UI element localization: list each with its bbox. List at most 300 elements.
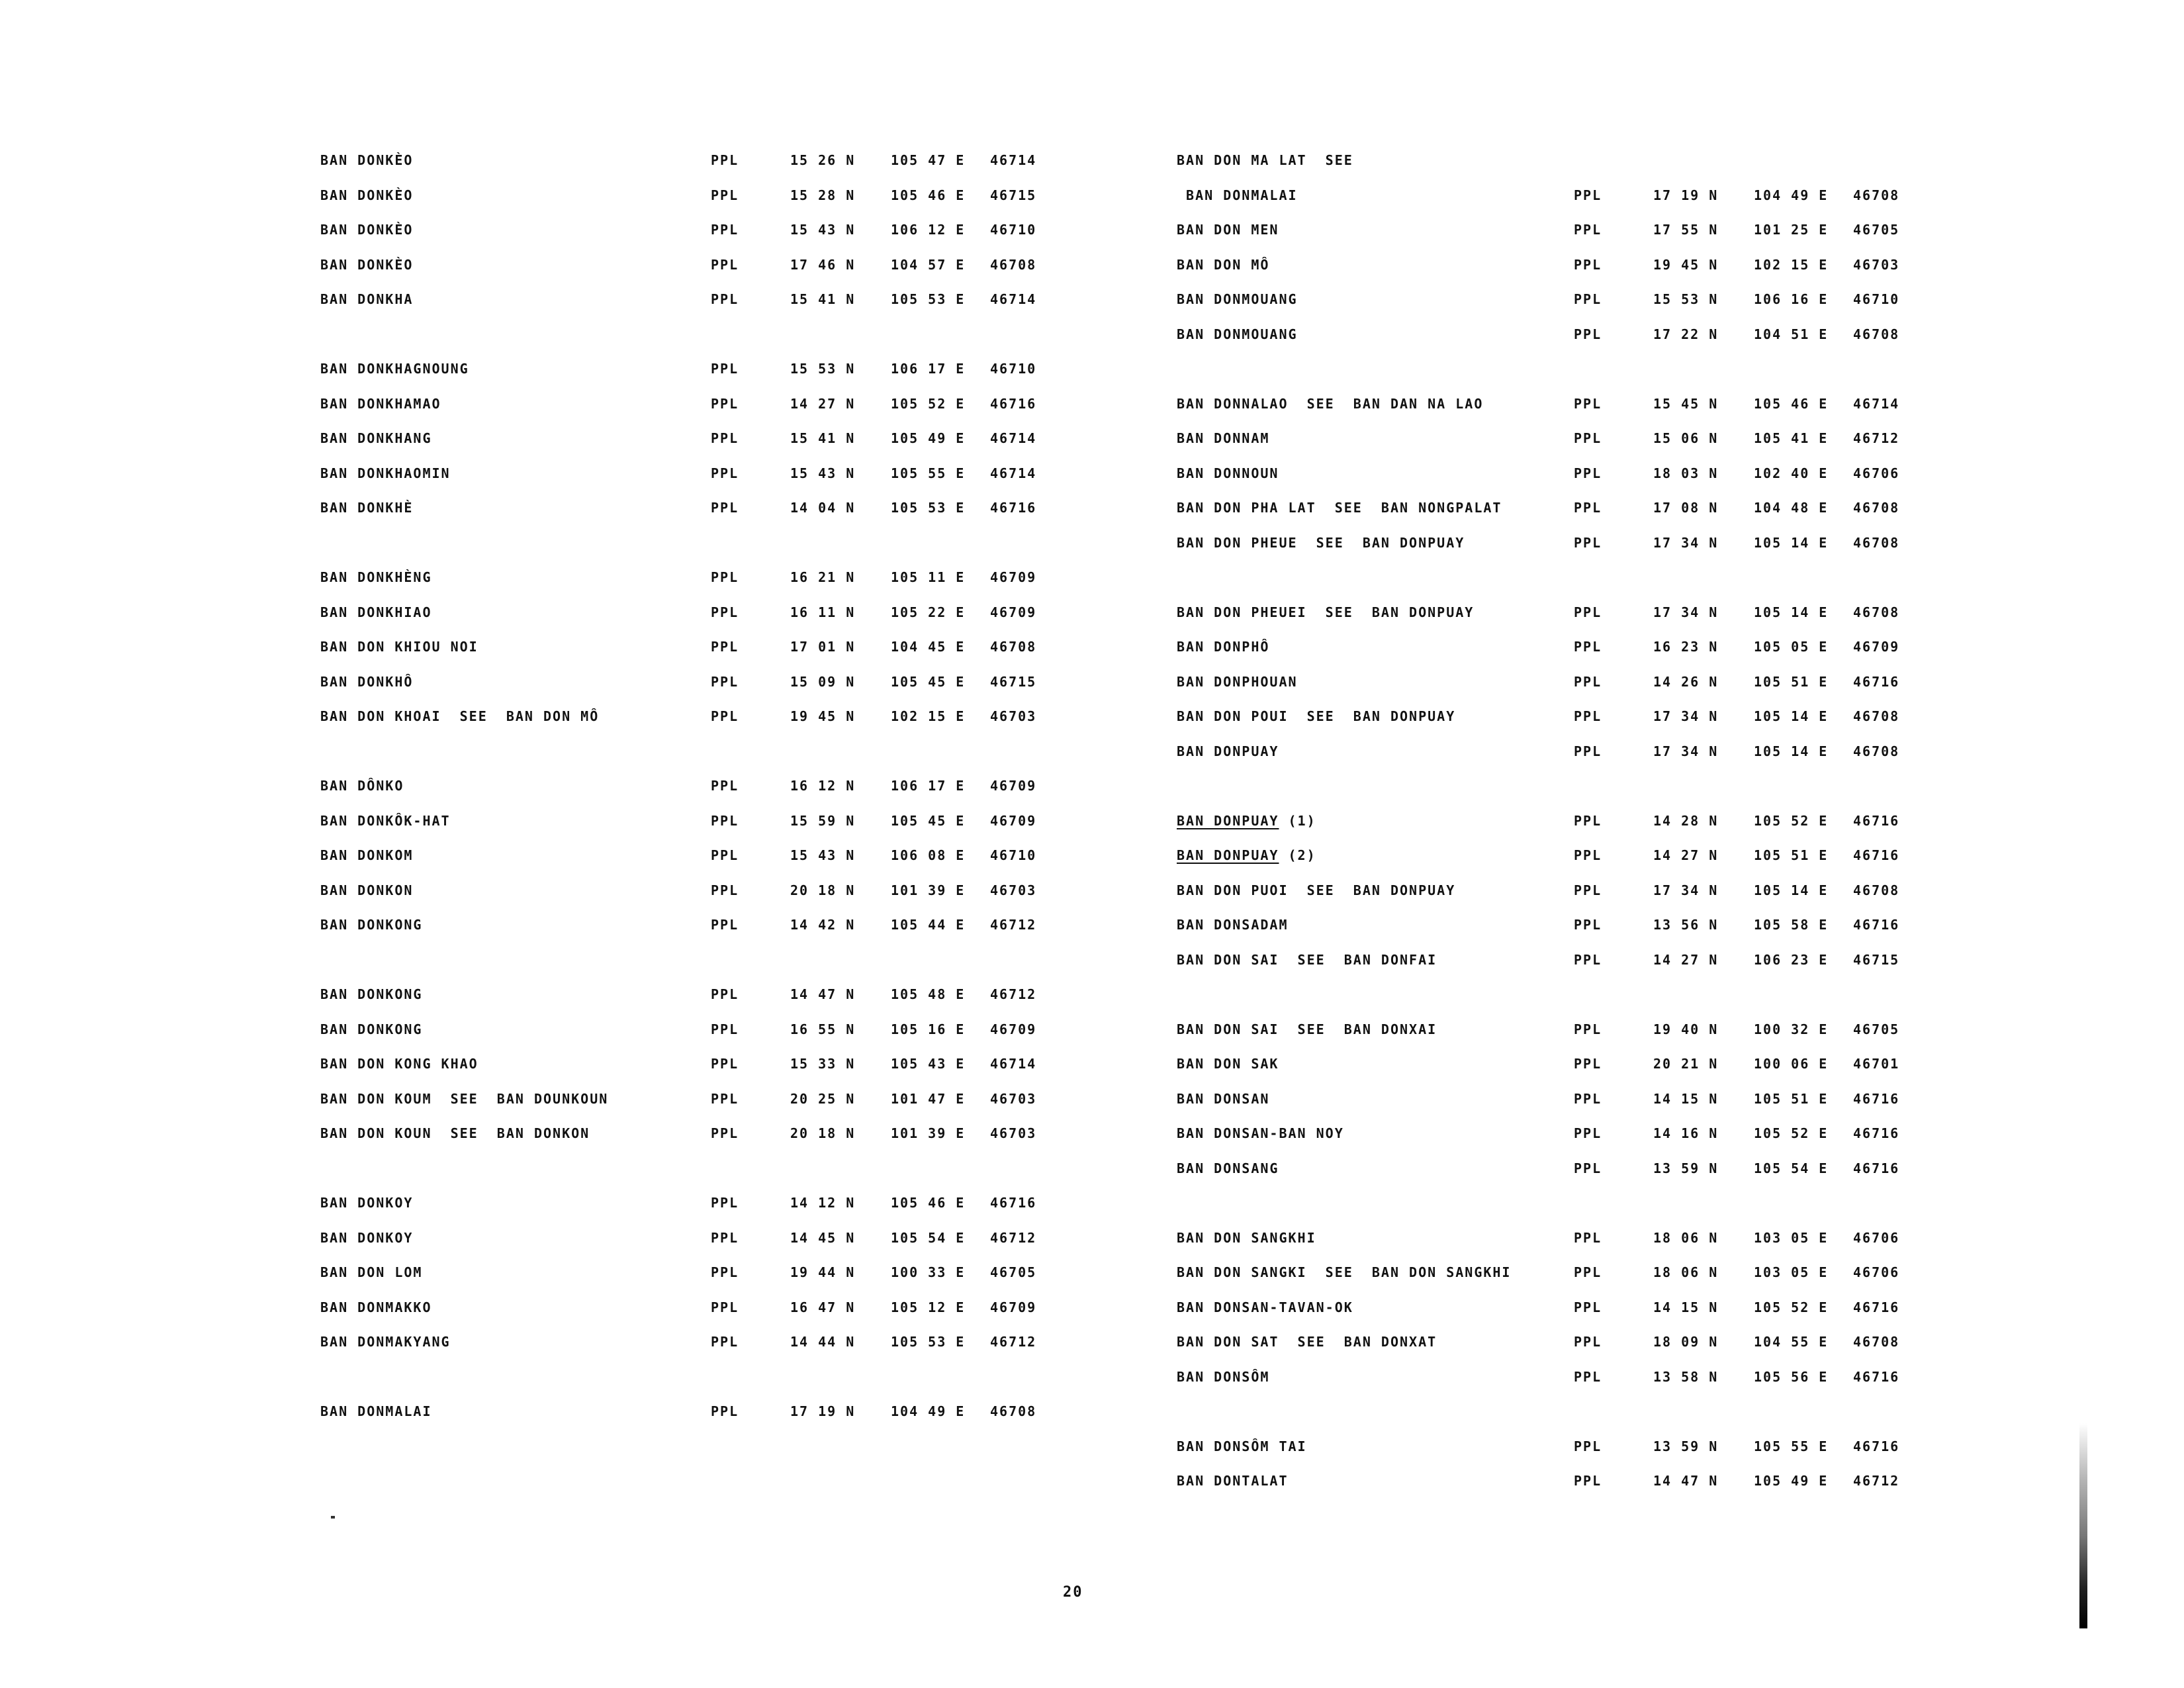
map-sheet-number: 46705 bbox=[990, 1264, 1037, 1280]
feature-code: PPL bbox=[711, 604, 739, 620]
latitude: 20 18 N bbox=[790, 1125, 856, 1141]
latitude: 17 34 N bbox=[1653, 534, 1719, 551]
map-sheet-number: 46706 bbox=[1853, 1229, 1900, 1246]
longitude: 105 22 E bbox=[891, 604, 966, 620]
place-name: BAN DONKÈO bbox=[320, 152, 414, 168]
place-name: BAN DONPHOUAN bbox=[1177, 673, 1298, 690]
longitude: 105 55 E bbox=[1754, 1438, 1829, 1454]
map-sheet-number: 46709 bbox=[990, 1299, 1037, 1315]
feature-code: PPL bbox=[711, 673, 739, 690]
latitude: 16 12 N bbox=[790, 778, 856, 794]
latitude: 14 04 N bbox=[790, 500, 856, 516]
latitude: 16 55 N bbox=[790, 1021, 856, 1037]
place-name: BAN DONSÔM bbox=[1177, 1368, 1270, 1385]
place-name: BAN DONKHA bbox=[320, 291, 414, 307]
feature-code: PPL bbox=[711, 152, 739, 168]
feature-code: PPL bbox=[1574, 604, 1602, 620]
feature-code: PPL bbox=[1574, 812, 1602, 829]
longitude: 105 41 E bbox=[1754, 430, 1829, 446]
place-name: BAN DON POUI SEE BAN DONPUAY bbox=[1177, 708, 1456, 724]
longitude: 101 39 E bbox=[891, 882, 966, 898]
map-sheet-number: 46705 bbox=[1853, 222, 1900, 238]
latitude: 14 27 N bbox=[1653, 847, 1719, 863]
place-name: BAN DONKOY bbox=[320, 1229, 414, 1246]
place-name: BAN DON SAI SEE BAN DONXAI bbox=[1177, 1021, 1437, 1037]
feature-code: PPL bbox=[711, 708, 739, 724]
map-sheet-number: 46708 bbox=[990, 256, 1037, 273]
longitude: 105 45 E bbox=[891, 812, 966, 829]
longitude: 105 53 E bbox=[891, 1334, 966, 1350]
map-sheet-number: 46716 bbox=[1853, 673, 1900, 690]
latitude: 17 34 N bbox=[1653, 708, 1719, 724]
map-sheet-number: 46712 bbox=[990, 986, 1037, 1002]
place-name: BAN DÔNKO bbox=[320, 778, 404, 794]
latitude: 15 28 N bbox=[790, 187, 856, 203]
longitude: 105 44 E bbox=[891, 917, 966, 933]
place-name: BAN DONNAM bbox=[1177, 430, 1270, 446]
place-name: BAN DONKOY bbox=[320, 1195, 414, 1211]
feature-code: PPL bbox=[711, 847, 739, 863]
latitude: 13 58 N bbox=[1653, 1368, 1719, 1385]
latitude: 18 06 N bbox=[1653, 1229, 1719, 1246]
longitude: 105 54 E bbox=[891, 1229, 966, 1246]
feature-code: PPL bbox=[711, 1090, 739, 1107]
place-name: BAN DONKONG bbox=[320, 917, 423, 933]
place-name: BAN DONKÈO bbox=[320, 256, 414, 273]
longitude: 105 47 E bbox=[891, 152, 966, 168]
longitude: 100 06 E bbox=[1754, 1056, 1829, 1072]
map-sheet-number: 46709 bbox=[990, 569, 1037, 585]
place-name: BAN DON PHA LAT SEE BAN NONGPALAT bbox=[1177, 500, 1502, 516]
latitude: 14 27 N bbox=[790, 395, 856, 412]
feature-code: PPL bbox=[711, 812, 739, 829]
place-name: BAN DONKHÔ bbox=[320, 673, 414, 690]
place-name: BAN DONKONG bbox=[320, 986, 423, 1002]
map-sheet-number: 46709 bbox=[990, 778, 1037, 794]
feature-code: PPL bbox=[1574, 291, 1602, 307]
feature-code: PPL bbox=[1574, 847, 1602, 863]
latitude: 15 06 N bbox=[1653, 430, 1719, 446]
place-name: BAN DON SAK bbox=[1177, 1056, 1279, 1072]
map-sheet-number: 46710 bbox=[990, 361, 1037, 377]
map-sheet-number: 46712 bbox=[990, 1334, 1037, 1350]
latitude: 20 21 N bbox=[1653, 1056, 1719, 1072]
place-name: BAN DON KHIOU NOI bbox=[320, 639, 478, 655]
longitude: 104 55 E bbox=[1754, 1334, 1829, 1350]
place-name: BAN DONMOUANG bbox=[1177, 326, 1298, 342]
feature-code: PPL bbox=[1574, 708, 1602, 724]
place-name: BAN DONKONG bbox=[320, 1021, 423, 1037]
map-sheet-number: 46703 bbox=[990, 1125, 1037, 1141]
scan-binding-edge bbox=[2079, 1423, 2087, 1628]
longitude: 105 51 E bbox=[1754, 1090, 1829, 1107]
map-sheet-number: 46709 bbox=[990, 1021, 1037, 1037]
latitude: 14 26 N bbox=[1653, 673, 1719, 690]
map-sheet-number: 46708 bbox=[1853, 534, 1900, 551]
feature-code: PPL bbox=[711, 1299, 739, 1315]
place-name: BAN DON KHOAI SEE BAN DON MÔ bbox=[320, 708, 600, 724]
longitude: 105 53 E bbox=[891, 500, 966, 516]
longitude: 105 11 E bbox=[891, 569, 966, 585]
place-name: BAN DONSAN bbox=[1177, 1090, 1270, 1107]
longitude: 105 52 E bbox=[1754, 1299, 1829, 1315]
latitude: 15 26 N bbox=[790, 152, 856, 168]
longitude: 106 16 E bbox=[1754, 291, 1829, 307]
feature-code: PPL bbox=[1574, 1264, 1602, 1280]
feature-code: PPL bbox=[1574, 1090, 1602, 1107]
place-name: BAN DONMOUANG bbox=[1177, 291, 1298, 307]
longitude: 104 51 E bbox=[1754, 326, 1829, 342]
feature-code: PPL bbox=[711, 1021, 739, 1037]
map-sheet-number: 46716 bbox=[1853, 1299, 1900, 1315]
feature-code: PPL bbox=[711, 395, 739, 412]
place-name: BAN DON MÔ bbox=[1177, 256, 1270, 273]
feature-code: PPL bbox=[711, 1264, 739, 1280]
longitude: 105 14 E bbox=[1754, 882, 1829, 898]
feature-code: PPL bbox=[1574, 500, 1602, 516]
map-sheet-number: 46716 bbox=[1853, 1160, 1900, 1176]
longitude: 105 49 E bbox=[1754, 1473, 1829, 1489]
longitude: 102 40 E bbox=[1754, 465, 1829, 481]
latitude: 14 44 N bbox=[790, 1334, 856, 1350]
map-sheet-number: 46708 bbox=[1853, 326, 1900, 342]
longitude: 105 48 E bbox=[891, 986, 966, 1002]
map-sheet-number: 46715 bbox=[1853, 951, 1900, 968]
place-name: BAN DON PHEUEI SEE BAN DONPUAY bbox=[1177, 604, 1475, 620]
place-name: BAN DONMALAI bbox=[320, 1403, 432, 1419]
map-sheet-number: 46708 bbox=[1853, 882, 1900, 898]
longitude: 105 55 E bbox=[891, 465, 966, 481]
map-sheet-number: 46703 bbox=[1853, 256, 1900, 273]
place-name: BAN DON LOM bbox=[320, 1264, 423, 1280]
feature-code: PPL bbox=[711, 430, 739, 446]
place-name: BAN DON MEN bbox=[1177, 222, 1279, 238]
latitude: 17 08 N bbox=[1653, 500, 1719, 516]
longitude: 105 43 E bbox=[891, 1056, 966, 1072]
place-name: BAN DONNOUN bbox=[1177, 465, 1279, 481]
place-name: BAN DON SANGKHI bbox=[1177, 1229, 1316, 1246]
feature-code: PPL bbox=[1574, 1438, 1602, 1454]
feature-code: PPL bbox=[711, 187, 739, 203]
place-name: BAN DON KONG KHAO bbox=[320, 1056, 478, 1072]
latitude: 15 53 N bbox=[790, 361, 856, 377]
latitude: 15 09 N bbox=[790, 673, 856, 690]
longitude: 106 17 E bbox=[891, 361, 966, 377]
latitude: 17 34 N bbox=[1653, 743, 1719, 759]
feature-code: PPL bbox=[1574, 743, 1602, 759]
feature-code: PPL bbox=[711, 1056, 739, 1072]
longitude: 106 23 E bbox=[1754, 951, 1829, 968]
map-sheet-number: 46709 bbox=[990, 812, 1037, 829]
place-name: BAN DON SAT SEE BAN DONXAT bbox=[1177, 1334, 1437, 1350]
latitude: 17 22 N bbox=[1653, 326, 1719, 342]
feature-code: PPL bbox=[1574, 639, 1602, 655]
place-name: BAN DONKHÈNG bbox=[320, 569, 432, 585]
latitude: 18 09 N bbox=[1653, 1334, 1719, 1350]
feature-code: PPL bbox=[711, 1403, 739, 1419]
longitude: 104 57 E bbox=[891, 256, 966, 273]
map-sheet-number: 46716 bbox=[1853, 1368, 1900, 1385]
latitude: 13 56 N bbox=[1653, 917, 1719, 933]
latitude: 19 45 N bbox=[790, 708, 856, 724]
entry-index: (2) bbox=[1279, 847, 1316, 863]
scan-speck bbox=[331, 1516, 335, 1519]
feature-code: PPL bbox=[711, 569, 739, 585]
longitude: 103 05 E bbox=[1754, 1264, 1829, 1280]
longitude: 104 49 E bbox=[1754, 187, 1829, 203]
feature-code: PPL bbox=[711, 778, 739, 794]
map-sheet-number: 46715 bbox=[990, 673, 1037, 690]
feature-code: PPL bbox=[1574, 256, 1602, 273]
feature-code: PPL bbox=[711, 1334, 739, 1350]
map-sheet-number: 46714 bbox=[990, 291, 1037, 307]
feature-code: PPL bbox=[1574, 430, 1602, 446]
map-sheet-number: 46708 bbox=[1853, 187, 1900, 203]
longitude: 100 32 E bbox=[1754, 1021, 1829, 1037]
latitude: 14 15 N bbox=[1653, 1299, 1719, 1315]
place-name: BAN DONKHÈ bbox=[320, 500, 414, 516]
latitude: 19 40 N bbox=[1653, 1021, 1719, 1037]
map-sheet-number: 46705 bbox=[1853, 1021, 1900, 1037]
feature-code: PPL bbox=[711, 222, 739, 238]
place-name: BAN DONSÔM TAI bbox=[1177, 1438, 1307, 1454]
feature-code: PPL bbox=[711, 986, 739, 1002]
map-sheet-number: 46716 bbox=[1853, 1090, 1900, 1107]
map-sheet-number: 46714 bbox=[990, 1056, 1037, 1072]
map-sheet-number: 46708 bbox=[1853, 1334, 1900, 1350]
map-sheet-number: 46708 bbox=[990, 639, 1037, 655]
map-sheet-number: 46712 bbox=[990, 1229, 1037, 1246]
longitude: 101 39 E bbox=[891, 1125, 966, 1141]
latitude: 15 43 N bbox=[790, 465, 856, 481]
longitude: 104 48 E bbox=[1754, 500, 1829, 516]
feature-code: PPL bbox=[1574, 882, 1602, 898]
longitude: 101 25 E bbox=[1754, 222, 1829, 238]
map-sheet-number: 46701 bbox=[1853, 1056, 1900, 1072]
latitude: 15 43 N bbox=[790, 222, 856, 238]
latitude: 14 15 N bbox=[1653, 1090, 1719, 1107]
longitude: 105 14 E bbox=[1754, 534, 1829, 551]
map-sheet-number: 46706 bbox=[1853, 465, 1900, 481]
latitude: 17 34 N bbox=[1653, 882, 1719, 898]
underlined-place-name: BAN DONPUAY bbox=[1177, 812, 1279, 829]
longitude: 102 15 E bbox=[891, 708, 966, 724]
place-name: BAN DON PHEUE SEE BAN DONPUAY bbox=[1177, 534, 1465, 551]
latitude: 17 19 N bbox=[790, 1403, 856, 1419]
longitude: 105 16 E bbox=[891, 1021, 966, 1037]
place-name: BAN DONKHANG bbox=[320, 430, 432, 446]
latitude: 14 12 N bbox=[790, 1195, 856, 1211]
map-sheet-number: 46716 bbox=[1853, 1125, 1900, 1141]
map-sheet-number: 46710 bbox=[990, 222, 1037, 238]
latitude: 15 53 N bbox=[1653, 291, 1719, 307]
page-number: 20 bbox=[1063, 1584, 1083, 1601]
feature-code: PPL bbox=[1574, 1229, 1602, 1246]
feature-code: PPL bbox=[1574, 326, 1602, 342]
longitude: 105 51 E bbox=[1754, 847, 1829, 863]
feature-code: PPL bbox=[1574, 1160, 1602, 1176]
feature-code: PPL bbox=[1574, 395, 1602, 412]
map-sheet-number: 46714 bbox=[1853, 395, 1900, 412]
latitude: 20 25 N bbox=[790, 1090, 856, 1107]
latitude: 13 59 N bbox=[1653, 1160, 1719, 1176]
latitude: 15 45 N bbox=[1653, 395, 1719, 412]
place-name: BAN DONMAKYANG bbox=[320, 1334, 451, 1350]
latitude: 19 45 N bbox=[1653, 256, 1719, 273]
place-name: BAN DONPHÔ bbox=[1177, 639, 1270, 655]
feature-code: PPL bbox=[1574, 1056, 1602, 1072]
latitude: 14 28 N bbox=[1653, 812, 1719, 829]
place-name: BAN DON PUOI SEE BAN DONPUAY bbox=[1177, 882, 1456, 898]
feature-code: PPL bbox=[711, 256, 739, 273]
map-sheet-number: 46712 bbox=[1853, 430, 1900, 446]
map-sheet-number: 46708 bbox=[1853, 708, 1900, 724]
map-sheet-number: 46710 bbox=[1853, 291, 1900, 307]
latitude: 17 46 N bbox=[790, 256, 856, 273]
place-name: BAN DONSAN-TAVAN-OK bbox=[1177, 1299, 1353, 1315]
longitude: 105 53 E bbox=[891, 291, 966, 307]
latitude: 17 01 N bbox=[790, 639, 856, 655]
place-name: BAN DONKÈO bbox=[320, 187, 414, 203]
latitude: 18 03 N bbox=[1653, 465, 1719, 481]
longitude: 101 47 E bbox=[891, 1090, 966, 1107]
place-name: BAN DONPUAY bbox=[1177, 743, 1279, 759]
latitude: 14 16 N bbox=[1653, 1125, 1719, 1141]
longitude: 105 56 E bbox=[1754, 1368, 1829, 1385]
map-sheet-number: 46712 bbox=[1853, 1473, 1900, 1489]
latitude: 15 59 N bbox=[790, 812, 856, 829]
longitude: 104 49 E bbox=[891, 1403, 966, 1419]
feature-code: PPL bbox=[1574, 673, 1602, 690]
feature-code: PPL bbox=[711, 1229, 739, 1246]
longitude: 105 12 E bbox=[891, 1299, 966, 1315]
map-sheet-number: 46709 bbox=[990, 604, 1037, 620]
feature-code: PPL bbox=[1574, 951, 1602, 968]
longitude: 105 14 E bbox=[1754, 743, 1829, 759]
map-sheet-number: 46703 bbox=[990, 1090, 1037, 1107]
underlined-place-name: BAN DONPUAY bbox=[1177, 847, 1279, 863]
latitude: 17 34 N bbox=[1653, 604, 1719, 620]
latitude: 16 23 N bbox=[1653, 639, 1719, 655]
longitude: 105 52 E bbox=[1754, 812, 1829, 829]
feature-code: PPL bbox=[1574, 187, 1602, 203]
map-sheet-number: 46716 bbox=[990, 1195, 1037, 1211]
place-name: BAN DONMALAI bbox=[1177, 187, 1298, 203]
latitude: 17 19 N bbox=[1653, 187, 1719, 203]
longitude: 105 14 E bbox=[1754, 604, 1829, 620]
latitude: 19 44 N bbox=[790, 1264, 856, 1280]
map-sheet-number: 46709 bbox=[1853, 639, 1900, 655]
feature-code: PPL bbox=[1574, 1299, 1602, 1315]
longitude: 105 46 E bbox=[891, 1195, 966, 1211]
feature-code: PPL bbox=[1574, 534, 1602, 551]
map-sheet-number: 46708 bbox=[1853, 604, 1900, 620]
place-name: BAN DON SANGKI SEE BAN DON SANGKHI bbox=[1177, 1264, 1512, 1280]
latitude: 16 11 N bbox=[790, 604, 856, 620]
map-sheet-number: 46708 bbox=[990, 1403, 1037, 1419]
map-sheet-number: 46716 bbox=[990, 395, 1037, 412]
map-sheet-number: 46716 bbox=[1853, 917, 1900, 933]
longitude: 106 12 E bbox=[891, 222, 966, 238]
longitude: 102 15 E bbox=[1754, 256, 1829, 273]
longitude: 105 54 E bbox=[1754, 1160, 1829, 1176]
place-name: BAN DON KOUM SEE BAN DOUNKOUN bbox=[320, 1090, 609, 1107]
longitude: 105 05 E bbox=[1754, 639, 1829, 655]
latitude: 15 41 N bbox=[790, 291, 856, 307]
place-name: BAN DONKHAMAO bbox=[320, 395, 441, 412]
longitude: 105 46 E bbox=[891, 187, 966, 203]
map-sheet-number: 46715 bbox=[990, 187, 1037, 203]
latitude: 15 41 N bbox=[790, 430, 856, 446]
place-name: BAN DONSADAM bbox=[1177, 917, 1289, 933]
map-sheet-number: 46714 bbox=[990, 430, 1037, 446]
latitude: 14 47 N bbox=[1653, 1473, 1719, 1489]
latitude: 14 27 N bbox=[1653, 951, 1719, 968]
longitude: 105 45 E bbox=[891, 673, 966, 690]
feature-code: PPL bbox=[1574, 222, 1602, 238]
place-name: BAN DONTALAT bbox=[1177, 1473, 1289, 1489]
map-sheet-number: 46716 bbox=[1853, 847, 1900, 863]
longitude: 105 58 E bbox=[1754, 917, 1829, 933]
latitude: 15 43 N bbox=[790, 847, 856, 863]
map-sheet-number: 46706 bbox=[1853, 1264, 1900, 1280]
place-name: BAN DONNALAO SEE BAN DAN NA LAO bbox=[1177, 395, 1484, 412]
feature-code: PPL bbox=[711, 917, 739, 933]
place-name bbox=[1177, 842, 1316, 868]
entry-index: (1) bbox=[1279, 812, 1316, 829]
feature-code: PPL bbox=[1574, 1368, 1602, 1385]
longitude: 105 46 E bbox=[1754, 395, 1829, 412]
longitude: 106 17 E bbox=[891, 778, 966, 794]
latitude: 14 47 N bbox=[790, 986, 856, 1002]
map-sheet-number: 46716 bbox=[1853, 812, 1900, 829]
feature-code: PPL bbox=[1574, 465, 1602, 481]
map-sheet-number: 46714 bbox=[990, 465, 1037, 481]
longitude: 105 51 E bbox=[1754, 673, 1829, 690]
feature-code: PPL bbox=[711, 1125, 739, 1141]
map-sheet-number: 46716 bbox=[990, 500, 1037, 516]
feature-code: PPL bbox=[1574, 1473, 1602, 1489]
feature-code: PPL bbox=[711, 291, 739, 307]
latitude: 15 33 N bbox=[790, 1056, 856, 1072]
feature-code: PPL bbox=[711, 639, 739, 655]
place-name bbox=[1177, 808, 1316, 834]
longitude: 105 52 E bbox=[1754, 1125, 1829, 1141]
place-name: BAN DONKÔK-HAT bbox=[320, 812, 451, 829]
latitude: 17 55 N bbox=[1653, 222, 1719, 238]
place-name: BAN DONKON bbox=[320, 882, 414, 898]
place-name: BAN DONSAN-BAN NOY bbox=[1177, 1125, 1344, 1141]
latitude: 14 45 N bbox=[790, 1229, 856, 1246]
latitude: 16 47 N bbox=[790, 1299, 856, 1315]
place-name: BAN DONKHAGNOUNG bbox=[320, 361, 469, 377]
feature-code: PPL bbox=[1574, 1125, 1602, 1141]
feature-code: PPL bbox=[1574, 1334, 1602, 1350]
latitude: 18 06 N bbox=[1653, 1264, 1719, 1280]
feature-code: PPL bbox=[711, 465, 739, 481]
longitude: 104 45 E bbox=[891, 639, 966, 655]
longitude: 106 08 E bbox=[891, 847, 966, 863]
place-name: BAN DONMAKKO bbox=[320, 1299, 432, 1315]
latitude: 13 59 N bbox=[1653, 1438, 1719, 1454]
longitude: 105 52 E bbox=[891, 395, 966, 412]
feature-code: PPL bbox=[711, 361, 739, 377]
longitude: 100 33 E bbox=[891, 1264, 966, 1280]
place-name: BAN DONKHAOMIN bbox=[320, 465, 451, 481]
latitude: 14 42 N bbox=[790, 917, 856, 933]
feature-code: PPL bbox=[1574, 1021, 1602, 1037]
place-name: BAN DONKOM bbox=[320, 847, 414, 863]
